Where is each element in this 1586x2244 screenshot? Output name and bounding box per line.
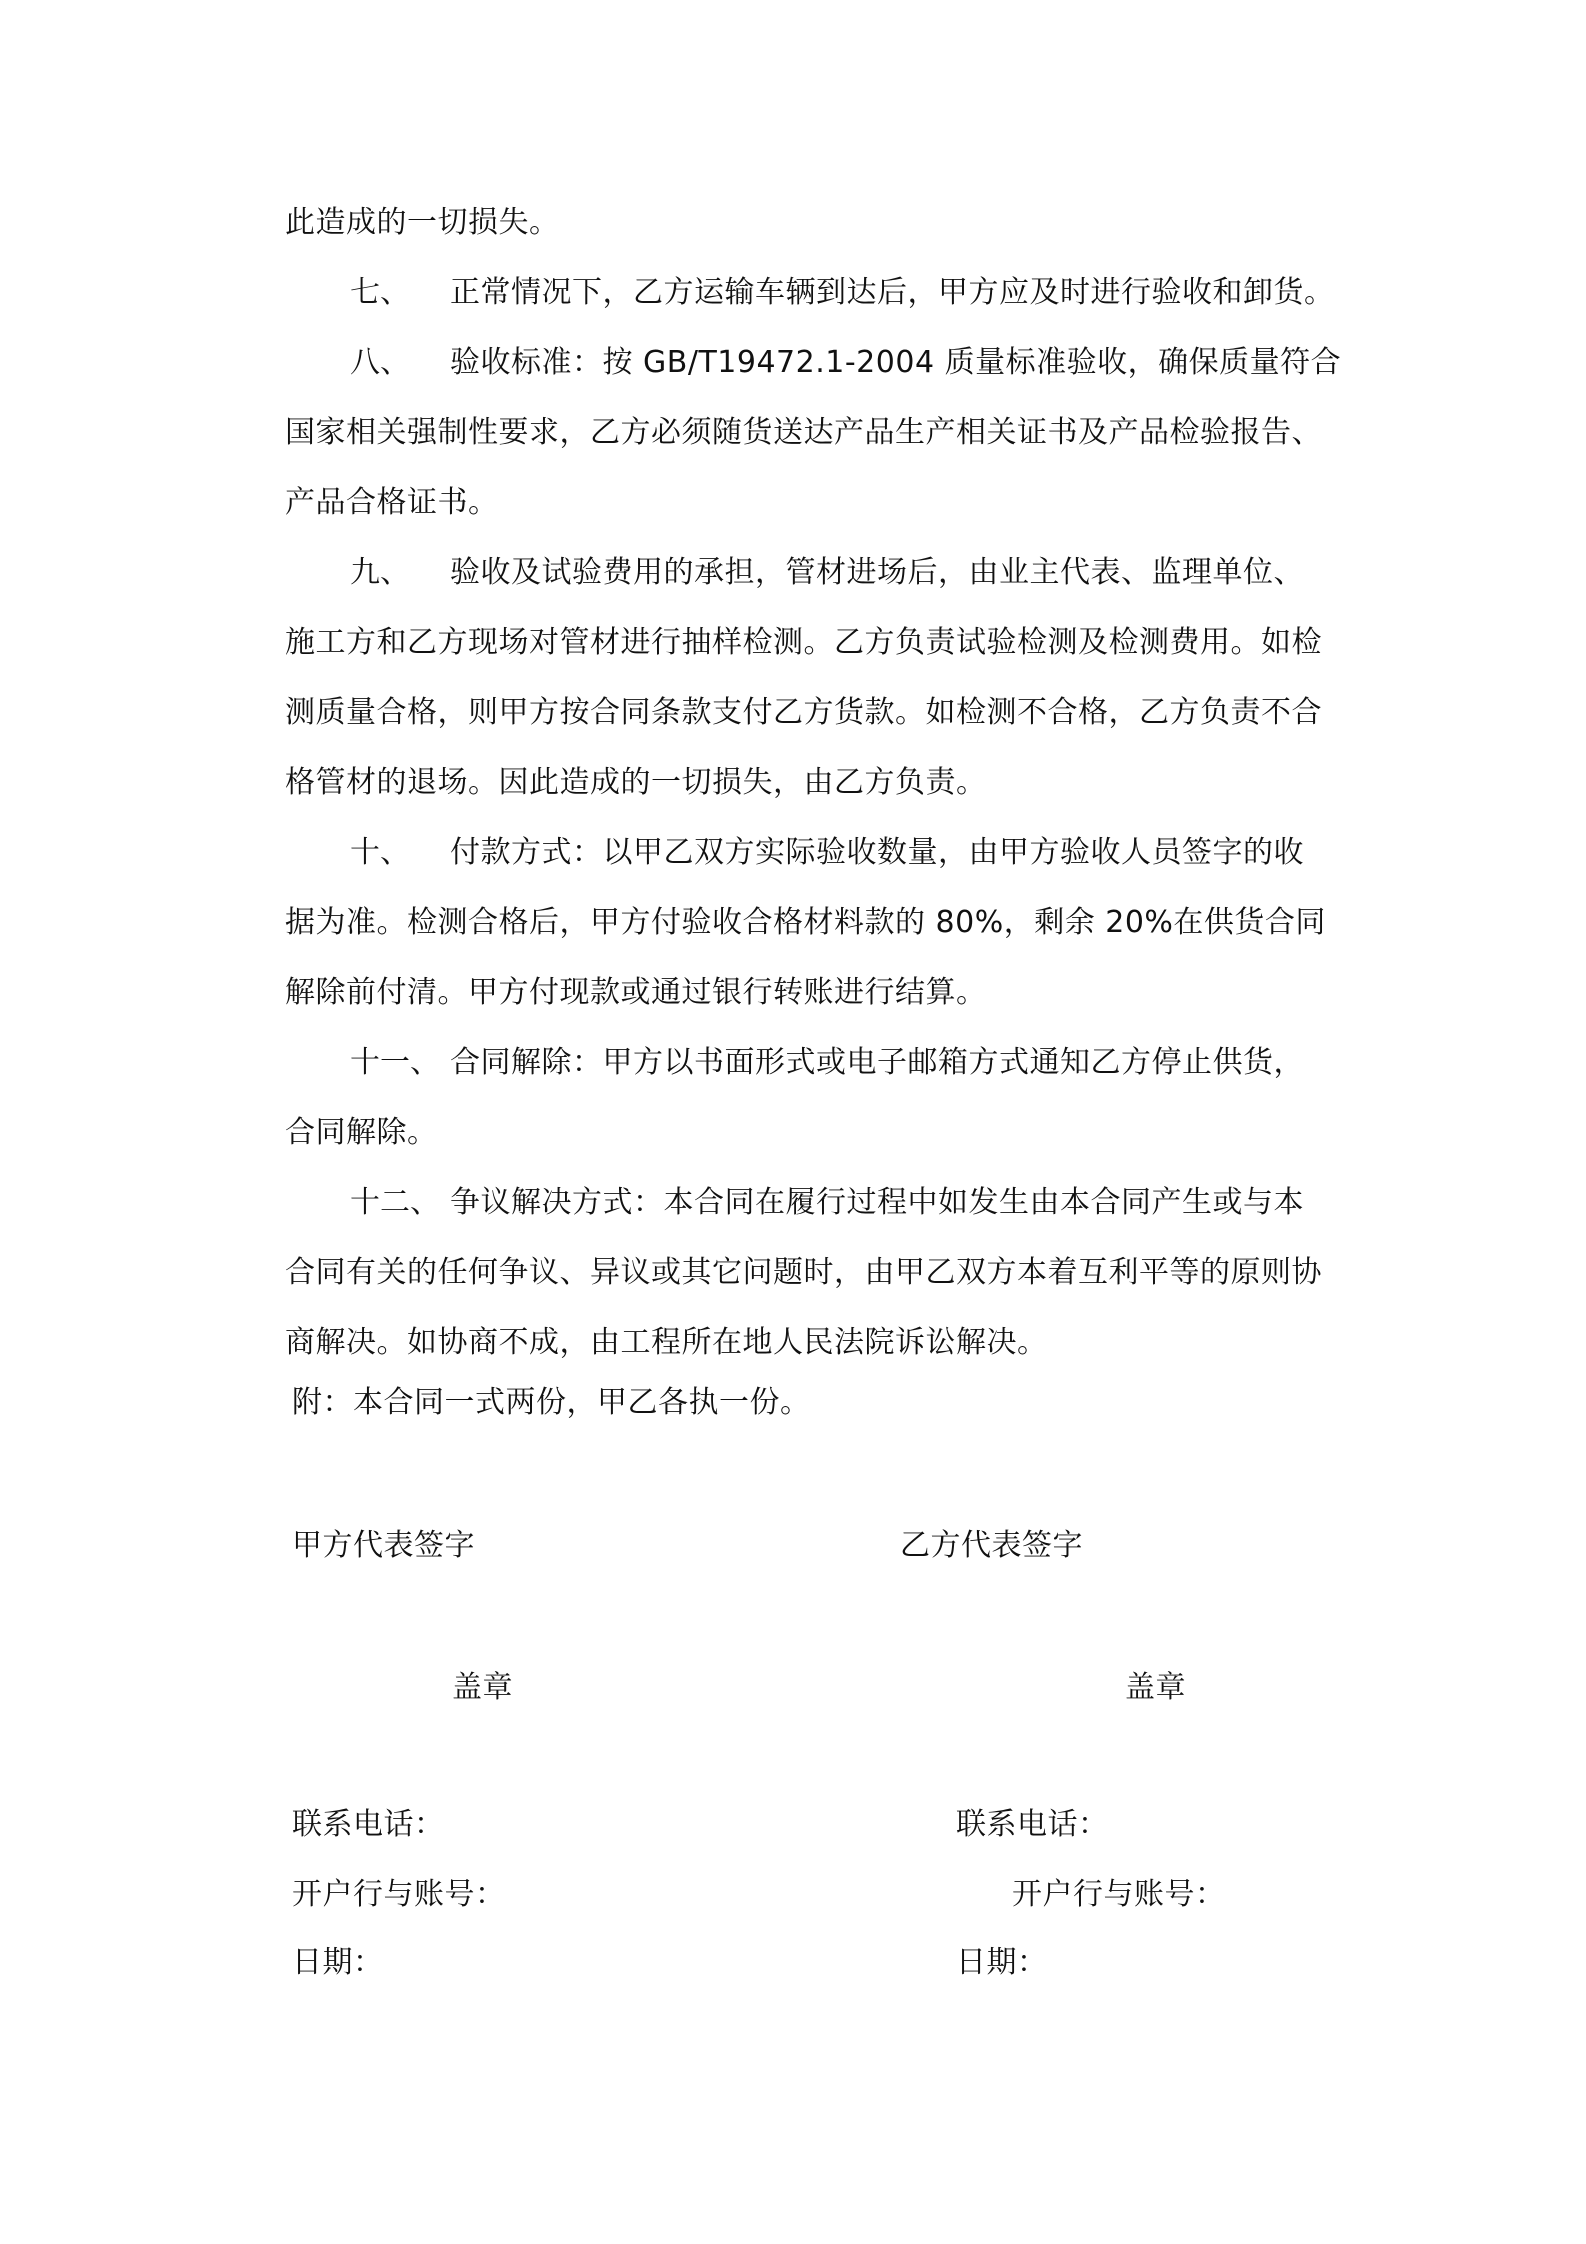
clause-12-line-3: 商解决。如协商不成，由工程所在地人民法院诉讼解决。 — [285, 1325, 1048, 1360]
clause-11-line-2: 合同解除。 — [285, 1115, 438, 1150]
clause-12-number: 十二、 — [350, 1185, 440, 1220]
party-b-phone-label: 联系电话： — [956, 1807, 1109, 1842]
clause-10-line-2: 据为准。检测合格后，甲方付验收合格材料款的 80%，剩余 20%在供货合同 — [285, 905, 1326, 940]
party-a-date-label: 日期： — [292, 1945, 384, 1980]
party-a-phone-label: 联系电话： — [292, 1807, 445, 1842]
party-a-representative-label: 甲方代表签字 — [292, 1528, 475, 1563]
party-b-date-label: 日期： — [956, 1945, 1048, 1980]
continuation-text: 此造成的一切损失。 — [285, 205, 560, 240]
clause-8-text: 验收标准：按 GB/T19472.1-2004 质量标准验收，确保质量符合 — [450, 345, 1342, 380]
clause-9-line-4: 格管材的退场。因此造成的一切损失，由乙方负责。 — [285, 765, 987, 800]
party-b-bank-label: 开户行与账号： — [1012, 1877, 1226, 1912]
clause-8-line-3: 产品合格证书。 — [285, 485, 499, 520]
clause-7-text: 正常情况下，乙方运输车辆到达后，甲方应及时进行验收和卸货。 — [450, 275, 1335, 310]
clause-8-line-2: 国家相关强制性要求，乙方必须随货送达产品生产相关证书及产品检验报告、 — [285, 415, 1322, 450]
clause-9-number: 九、 — [350, 555, 410, 590]
clause-7-number: 七、 — [350, 275, 410, 310]
clause-8-number: 八、 — [350, 345, 410, 380]
clause-10-number: 十、 — [350, 835, 410, 870]
clause-9-text: 验收及试验费用的承担，管材进场后，由业主代表、监理单位、 — [450, 555, 1304, 590]
party-a-seal-label: 盖章 — [452, 1670, 513, 1705]
appendix-note: 附：本合同一式两份，甲乙各执一份。 — [292, 1385, 811, 1420]
clause-10-text: 付款方式：以甲乙双方实际验收数量，由甲方验收人员签字的收 — [450, 835, 1304, 870]
clause-10-line-3: 解除前付清。甲方付现款或通过银行转账进行结算。 — [285, 975, 987, 1010]
clause-11-number: 十一、 — [350, 1045, 440, 1080]
clause-12-text: 争议解决方式：本合同在履行过程中如发生由本合同产生或与本 — [450, 1185, 1304, 1220]
clause-9-line-3: 测质量合格，则甲方按合同条款支付乙方货款。如检测不合格，乙方负责不合 — [285, 695, 1322, 730]
clause-9-line-2: 施工方和乙方现场对管材进行抽样检测。乙方负责试验检测及检测费用。如检 — [285, 625, 1322, 660]
clause-12-line-2: 合同有关的任何争议、异议或其它问题时，由甲乙双方本着互利平等的原则协 — [285, 1255, 1322, 1290]
party-b-seal-label: 盖章 — [1125, 1670, 1186, 1705]
party-b-representative-label: 乙方代表签字 — [900, 1528, 1083, 1563]
party-a-bank-label: 开户行与账号： — [292, 1877, 506, 1912]
clause-11-text: 合同解除：甲方以书面形式或电子邮箱方式通知乙方停止供货， — [450, 1045, 1304, 1080]
